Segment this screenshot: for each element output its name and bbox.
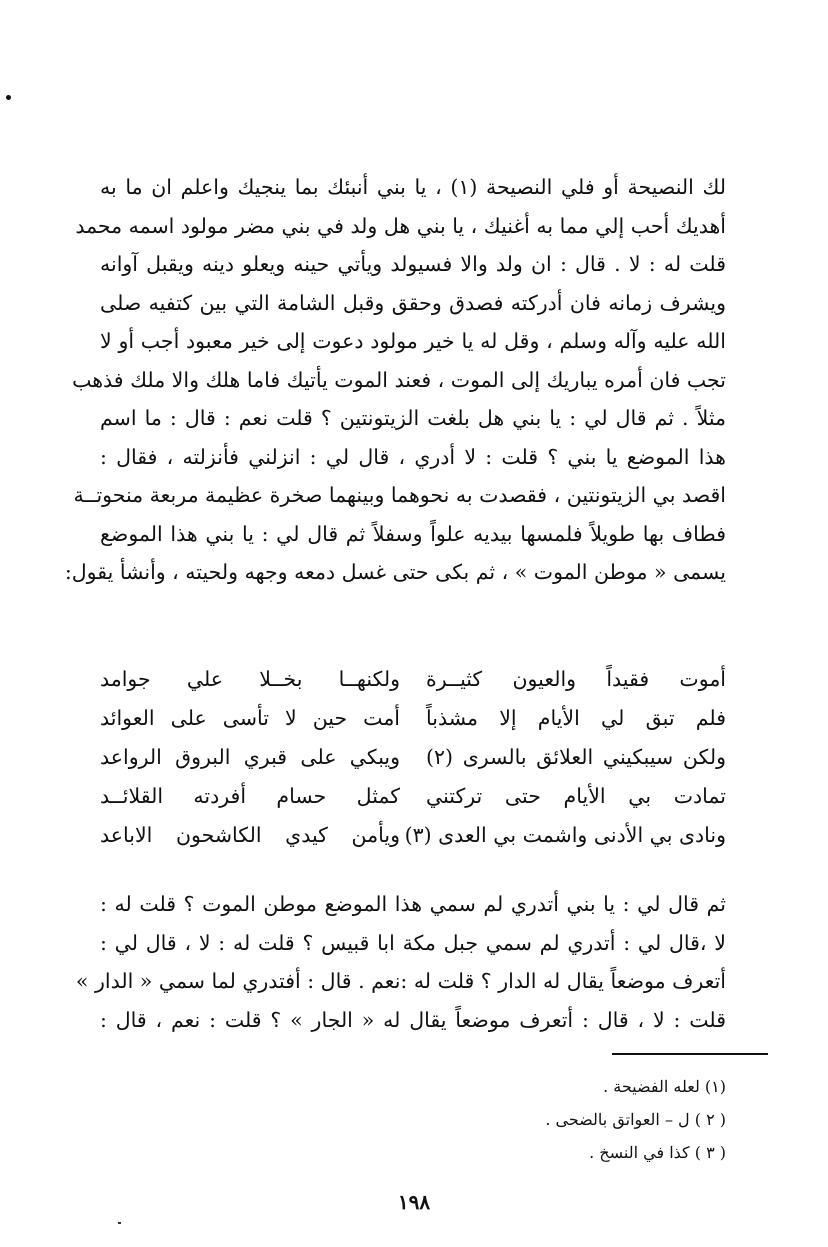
verse-second-hemistich: ولكنهــا بخــلا علي جوامد bbox=[100, 667, 400, 691]
text-line: لك النصيحة أو فلي النصيحة (١) ، يا بني أنبئك بما ينجيك واعلم ان ما به bbox=[100, 175, 726, 199]
footnote: (١) لعله الفضيحة . bbox=[603, 1077, 726, 1096]
text-line: أتعرف موضعاً يقال له الدار ؟ قلت له :نعم . قال : أفتدري لما سمي « الدار » bbox=[75, 969, 726, 993]
text-line: اقصد بي الزيتونتين ، فقصدت به نحوهما وبينهما صخرة عظيمة مربعة منحوتــة bbox=[73, 483, 726, 507]
text-line: قلت : لا ، قال : أتعرف موضعاً يقال له « الجار » ؟ قلت : نعم ، قال : bbox=[100, 1007, 726, 1032]
scan-speck bbox=[118, 1222, 121, 1224]
verse-first-hemistich: تمادت بي الأيام حتى تركتني bbox=[426, 784, 726, 808]
verse-second-hemistich: ويبكي على قبري البروق الرواعد bbox=[100, 745, 400, 769]
verse-first-hemistich: ولكن سيبكيني العلائق بالسرى (٢) bbox=[426, 745, 726, 769]
footnote: ( ٣ ) كذا في النسخ . bbox=[589, 1143, 726, 1162]
page-number: ١٩٨ bbox=[397, 1190, 431, 1214]
verse bbox=[100, 777, 726, 816]
verse-second-hemistich: أمت حين لا تأسى على العوائد bbox=[100, 706, 400, 730]
prose-block-top bbox=[64, 168, 726, 592]
margin-dot bbox=[6, 95, 11, 100]
verse bbox=[100, 660, 726, 699]
verse bbox=[100, 738, 726, 777]
verse-first-hemistich: ونادى بي الأدنى واشمت بي العدى (٣) bbox=[404, 823, 726, 847]
text-line: مثلاً . ثم قال لي : يا بني هل بلغت الزيتونتين ؟ قلت نعم : قال : ما اسم bbox=[100, 406, 726, 430]
text-line: هذا الموضع يا بني ؟ قلت : لا أدري ، قال لي : انزلني فأنزلته ، فقال : bbox=[100, 444, 726, 469]
verse bbox=[100, 816, 726, 855]
footnote: ( ٢ ) ل – العواتق بالضحى . bbox=[545, 1110, 726, 1129]
poem-block bbox=[100, 660, 726, 855]
verse bbox=[100, 699, 726, 738]
text-line: فطاف بها طويلاً فلمسها بيديه علواً وسفلاً ثم قال لي : يا بني هذا الموضع bbox=[100, 521, 726, 546]
text-line: أهديك أحب إلي مما به أغنيك ، يا بني هل ولد في بني مضر مولود اسمه محمد bbox=[75, 213, 726, 238]
prose-block-bottom bbox=[75, 885, 726, 1039]
verse-first-hemistich: فلم تبق لي الأيام إلا مشذباً bbox=[426, 706, 726, 730]
verse-first-hemistich: أموت فقيداً والعيون كثيــرة bbox=[426, 667, 726, 691]
footnotes bbox=[300, 1070, 726, 1169]
verse-second-hemistich: كمثل حسام أفردته القلائــد bbox=[100, 784, 400, 808]
text-line: ثم قال لي : يا بني أتدري لم سمي هذا الموضع موطن الموت ؟ قلت له : bbox=[100, 892, 726, 916]
text-line: الله عليه وآله وسلم ، وقل له يا خير مولود دعوت إلى خير معبود أجب أو لا bbox=[100, 329, 726, 353]
verse-second-hemistich: ويأمن كيدي الكاشحون الاباعد bbox=[100, 823, 400, 847]
footnote-separator bbox=[612, 1053, 768, 1055]
text-line: تجب فان أمره يباريك إلى الموت ، فعند الموت يأتيك فاما هلك والا ملك فذهب bbox=[72, 367, 726, 392]
text-line: يسمى « موطن الموت » ، ثم بكى حتى غسل دمعه وجهه ولحيته ، وأنشأ يقول: bbox=[64, 560, 726, 584]
text-line: قلت له : لا . قال : ان ولد والا فسيولد ويأتي حينه ويعلو دينه ويقبل آوانه bbox=[100, 252, 726, 276]
text-line: لا ،قال لي : أتدري لم سمي جبل مكة ابا قبيس ؟ قلت له : لا ، قال لي : bbox=[100, 930, 726, 955]
text-line: ويشرف زمانه فان أدركته فصدق وحقق وقبل الشامة التي بين كتفيه صلى bbox=[100, 290, 726, 315]
